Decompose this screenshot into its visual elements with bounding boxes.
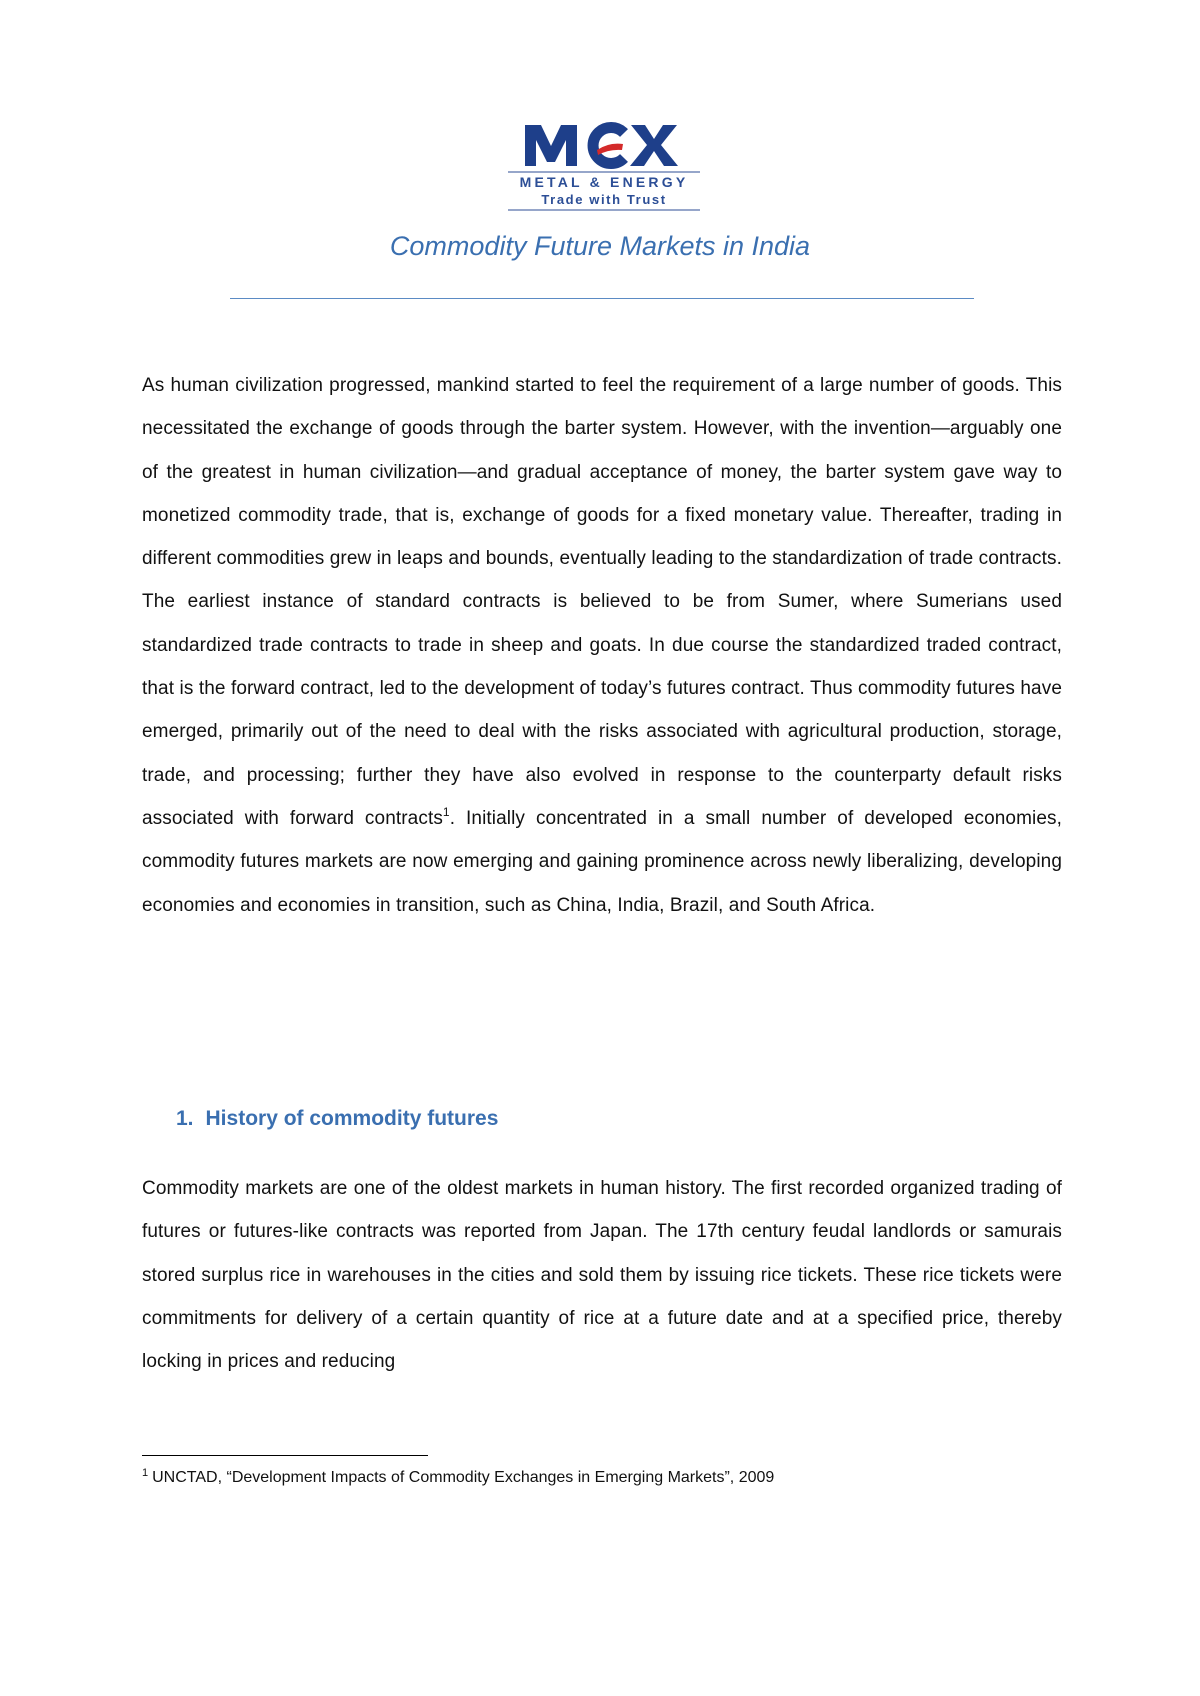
- logo-line2: Trade with Trust: [541, 192, 667, 207]
- history-paragraph: Commodity markets are one of the oldest markets in human history. The first recorded organized trading of futures or futures-like contracts was reported from Japan. The 17th century feudal landlords or samurais stored surplus rice in warehouses in the cities and sold them by issuing rice tickets. These rice tickets were commitments for delivery of a certain quantity of rice at a future date and at a specified price, thereby locking in prices and reducing: [142, 1178, 1062, 1373]
- logo-letter-x: [630, 125, 678, 166]
- section-number: 1.: [176, 1107, 194, 1130]
- logo-accent-swoosh: [597, 144, 623, 155]
- intro-text-part2: . Initially concentrated in a small number of developed economies, commodity futures markets are now emerging and gaining prominence across newly liberalizing, developing economies and economies in transition, such as China, India, Brazil, and South Africa.: [142, 807, 1062, 916]
- footnote-separator: [142, 1455, 428, 1456]
- footnote-mark: 1: [142, 1467, 149, 1479]
- footnote-reference[interactable]: 1: [442, 804, 450, 819]
- intro-text-part1: As human civilization progressed, mankind started to feel the requirement of a large number of goods. This necessitated the exchange of goods through the barter system. However, with the invention—arguably one of the greatest in human civilization—and gradual acceptance of money, the barter system gave way to monetized commodity trade, that is, exchange of goods for a fixed monetary value. Thereafter, trading in different commodities grew in leaps and bounds, eventually leading to the standardization of trade contracts. The earliest instance of standard contracts is believed to be from Sumer, where Sumerians used standardized trade contracts to trade in sheep and goats. In due course the standardized traded contract, that is the forward contract, led to the development of today’s futures contract. Thus commodity futures have emerged, primarily out of the need to deal with the risks associated with agricultural production, storage, trade, and processing; further they have also evolved in response to the counterparty default risks associated with forward contracts: [142, 375, 1062, 829]
- logo-letter-m: [525, 125, 577, 166]
- mcx-logo: [505, 120, 703, 212]
- footnote: [142, 1468, 774, 1487]
- title-underline: [230, 298, 974, 299]
- intro-paragraph: [142, 364, 1062, 927]
- section-heading-text: History of commodity futures: [205, 1107, 499, 1130]
- footnote-text: UNCTAD, “Development Impacts of Commodity Exchanges in Emerging Markets”, 2009: [152, 1469, 775, 1486]
- document-title: Commodity Future Markets in India: [389, 231, 811, 261]
- logo-line1: METAL & ENERGY: [519, 174, 689, 190]
- section-heading-history: [176, 1108, 498, 1129]
